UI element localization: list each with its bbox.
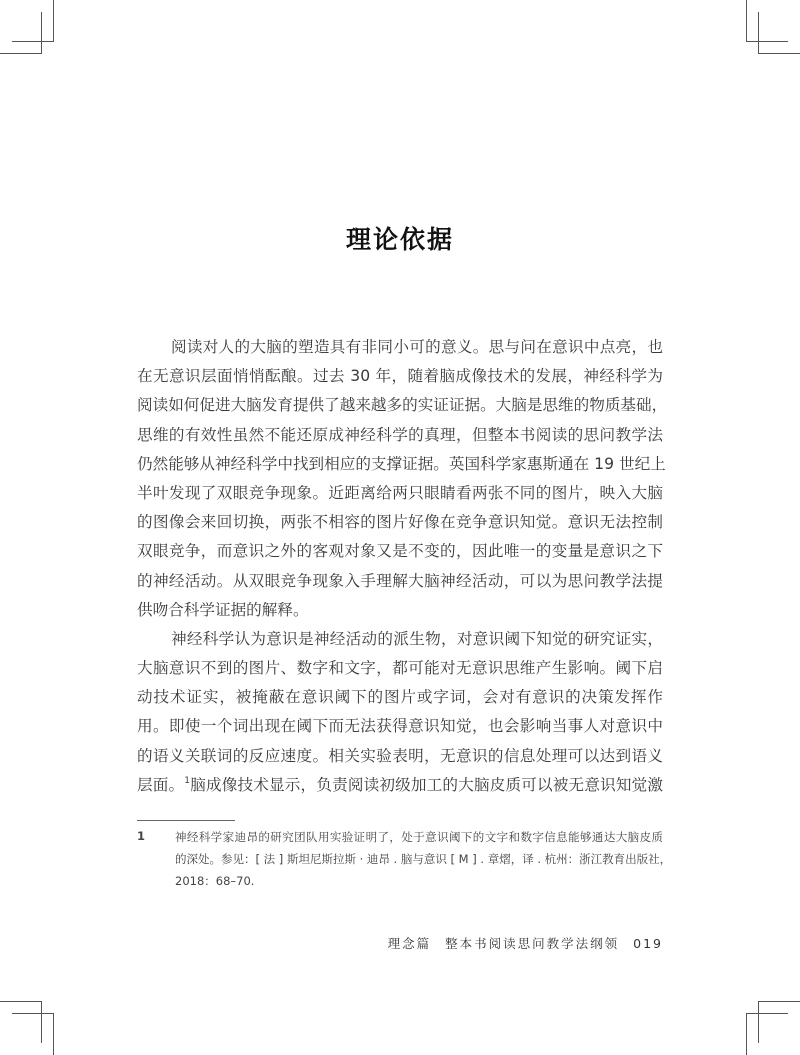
crop-mark [746,1013,788,1014]
crop-mark [758,12,759,54]
page-number: 019 [633,936,663,951]
crop-mark [0,1001,42,1002]
body-text [137,333,668,800]
footnote [137,826,672,892]
footnote-line: 神经科学家迪昂的研究团队用实验证明了，处于意识阈下的文字和数字信息能够通达大脑皮质 [175,830,663,844]
text-line: 双眼竞争，而意识之外的客观对象又是不变的，因此唯一的变量是意识之下 [137,542,663,561]
text-line: 阅读对人的大脑的塑造具有非同小可的意义。思与问在意识中点亮，也 [171,338,663,356]
crop-mark [746,0,747,42]
text-line: 的图像会来回切换，两张不相容的图片好像在竞争意识知觉。意识无法控制 [137,513,663,532]
text-fragment: 层面。 [137,775,185,794]
crop-mark [746,41,788,42]
footnote-line: 2018：68–70. [175,874,255,888]
text-line: 动技术证实，被掩蔽在意识阈下的图片或字词，会对有意识的决策发挥作 [137,688,663,707]
crop-mark [12,41,54,42]
crop-mark [41,1001,42,1043]
crop-mark [0,53,42,54]
text-line: 在无意识层面悄悄酝酿。过去 30 年，随着脑成像技术的发展，神经科学为 [137,367,663,386]
footnote-reference[interactable]: 1 [184,775,191,786]
text-fragment: 脑成像技术显示，负责阅读初级加工的大脑皮质可以被无意识知觉激 [190,775,663,794]
text-line: 的语义关联词的反应速度。相关实验表明，无意识的信息处理可以达到语义 [137,746,663,765]
text-line: 仍然能够从神经科学中找到相应的支撑证据。英国科学家惠斯通在 19 世纪上 [137,454,666,473]
crop-mark [53,0,54,42]
section-title: 理论依据 [345,225,454,254]
text-line: 用。即使一个词出现在阈下而无法获得意识知觉，也会影响当事人对意识中 [137,717,663,736]
crop-mark [746,1013,747,1055]
running-footer [388,934,663,952]
text-line: 的神经活动。从双眼竞争现象入手理解大脑神经活动，可以为思问教学法提 [137,571,663,590]
text-line: 神经科学认为意识是神经活动的派生物，对意识阈下知觉的研究证实， [171,629,663,648]
text-line: 思维的有效性虽然不能还原成神经科学的真理，但整本书阅读的思问教学法 [137,425,663,444]
footnote-line: 的深处。参见：[ 法 ] 斯坦尼斯拉斯 · 迪昂 . 脑与意识 [ M ] . 章熠，译 . 杭州：浙江教育出版社， [175,852,672,866]
crop-mark [41,12,42,54]
footnote-number: 1 [137,829,146,843]
crop-mark [758,1001,800,1002]
text-line: 阅读如何促进大脑发育提供了越来越多的实证证据。大脑是思维的物质基础， [137,396,668,415]
crop-mark [758,1001,759,1043]
crop-mark [12,1013,54,1014]
text-line [137,771,663,800]
footer-part: 理念篇 [387,936,432,951]
footer-book-title: 整本书阅读思问教学法纲领 [445,936,620,951]
text-line: 供吻合科学证据的解释。 [137,600,309,619]
footnote-divider [137,820,235,821]
crop-mark [53,1013,54,1055]
text-line: 大脑意识不到的图片、数字和文字，都可能对无意识思维产生影响。阈下启 [137,659,663,678]
text-line: 半叶发现了双眼竞争现象。近距离给两只眼睛看两张不同的图片，映入大脑 [137,483,663,502]
crop-mark [758,53,800,54]
